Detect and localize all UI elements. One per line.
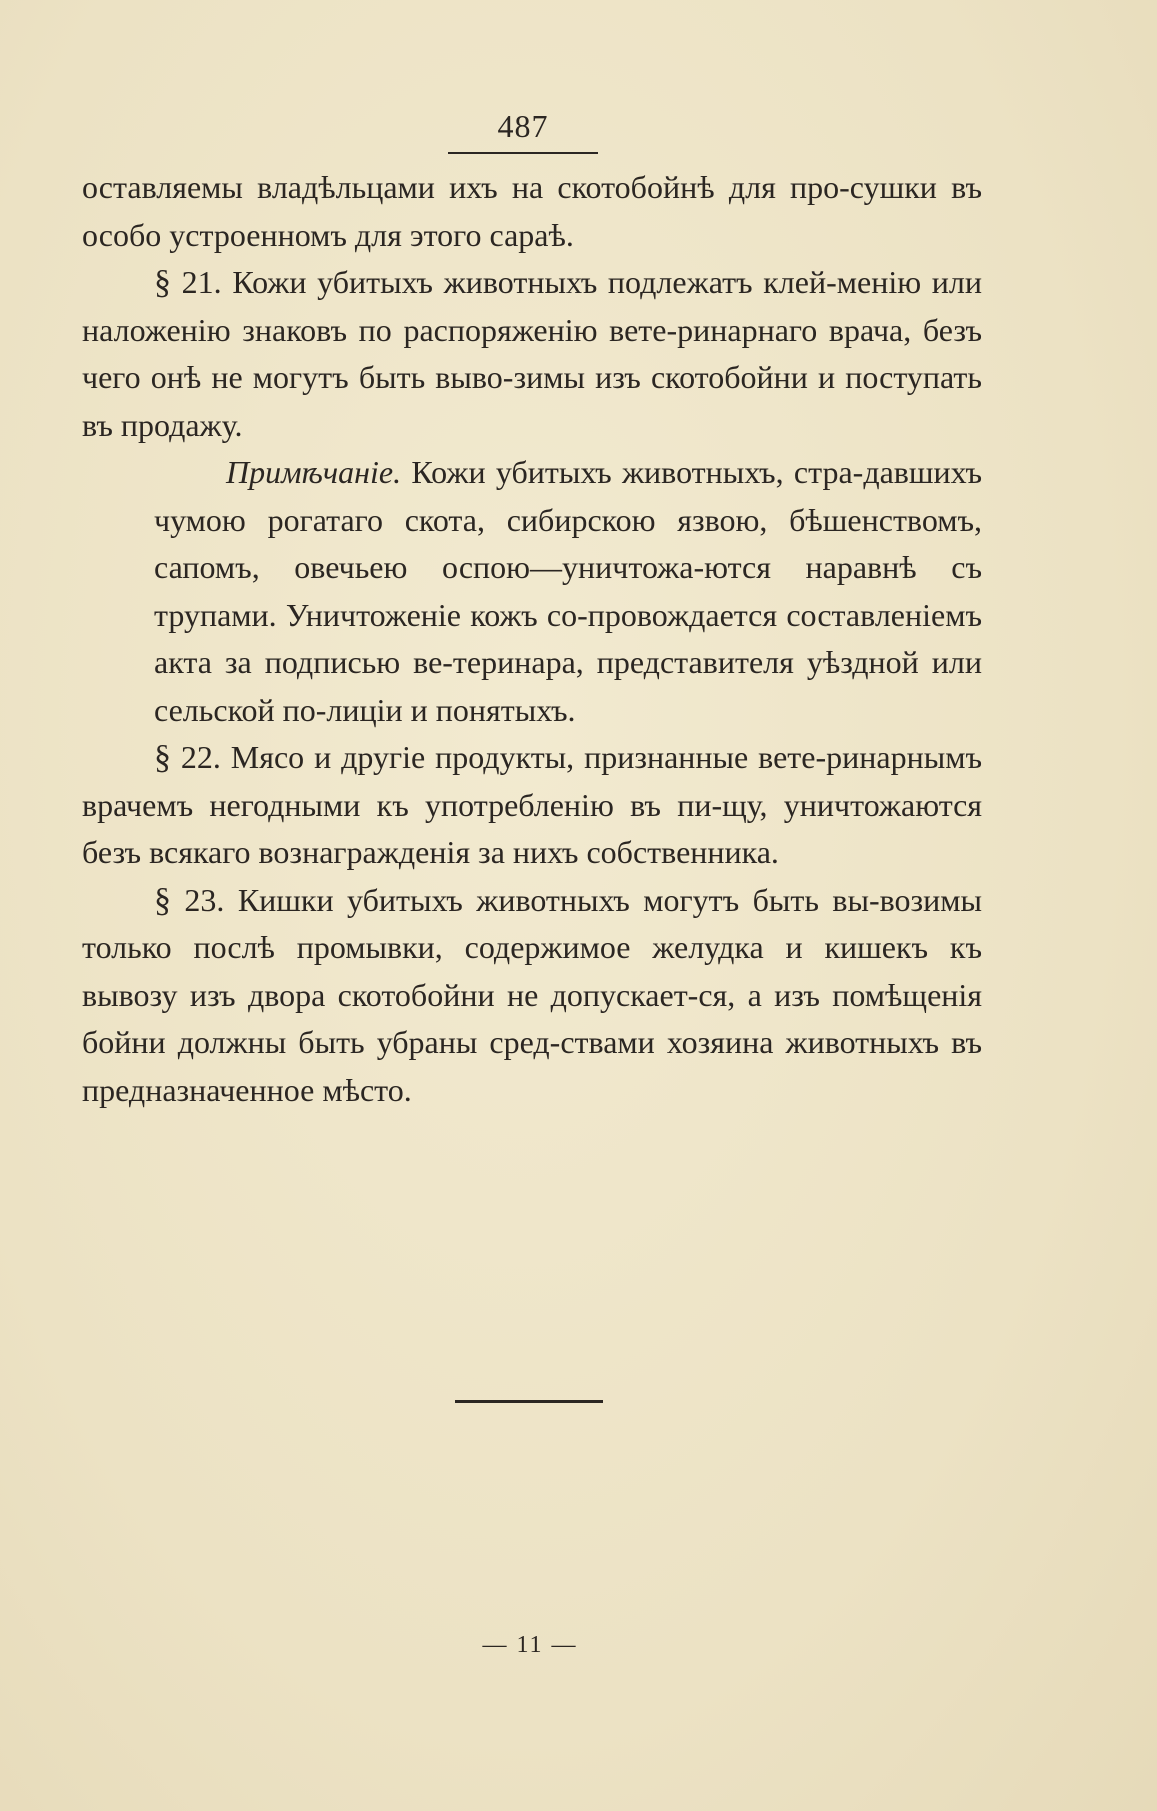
section-sign: § bbox=[154, 881, 171, 919]
paragraph-continuation bbox=[82, 164, 982, 259]
paragraph-text: 23. Кишки убитыхъ животныхъ могутъ быть вы-возимы только послѣ промывки, содержимое желудка и кишекъ къ вывозу изъ двора скотобойни не допускает-ся, а изъ помѣщенія бойни должны быть убраны сред-ствами хозяина животныхъ въ предназначенное мѣсто. bbox=[82, 881, 982, 1108]
paragraph-text: оставляемы владѣльцами ихъ на скотобойнѣ для про-сушки въ особо устроенномъ для этого сараѣ. bbox=[82, 169, 982, 253]
signature-mark: — 11 — bbox=[482, 1632, 578, 1658]
paragraph-section-22 bbox=[82, 734, 982, 877]
section-sign: § bbox=[154, 739, 171, 776]
paragraph-text: 21. Кожи убитыхъ животныхъ подлежатъ клей-менію или наложенію знаковъ по распоряженію вете-ринарнаго врача, безъ чего онѣ не могутъ быть выво-зимы изъ скотобойни и поступать въ продажу. bbox=[82, 264, 983, 443]
paragraph-note bbox=[82, 449, 982, 734]
section-sign: § bbox=[154, 264, 171, 301]
paragraph-section-23 bbox=[82, 877, 982, 1115]
paragraph-text: 22. Мясо и другіе продукты, признанные вете-ринарнымъ врачемъ негодными къ употребленію въ пи-щу, уничтожаются безъ всякаго вознагражденія за нихъ собственника. bbox=[82, 739, 983, 870]
end-rule bbox=[455, 1400, 603, 1403]
paragraph-text: Кожи убитыхъ животныхъ, стра-давшихъ чумою рогатаго скота, сибирскою язвою, бѣшенствомъ, сапомъ, овечьею оспою—уничтожа-ются наравнѣ съ трупами. Уничтоженіе кожъ со-провождается составленіемъ акта за подписью ве-теринара, представителя уѣздной или сельской по-лиціи и понятыхъ. bbox=[154, 454, 982, 728]
page-number: 487 bbox=[497, 108, 549, 144]
note-label: Примѣчаніе. bbox=[226, 454, 402, 490]
body-text bbox=[82, 164, 982, 1114]
paragraph-section-21 bbox=[82, 259, 982, 449]
header-rule bbox=[448, 152, 598, 154]
